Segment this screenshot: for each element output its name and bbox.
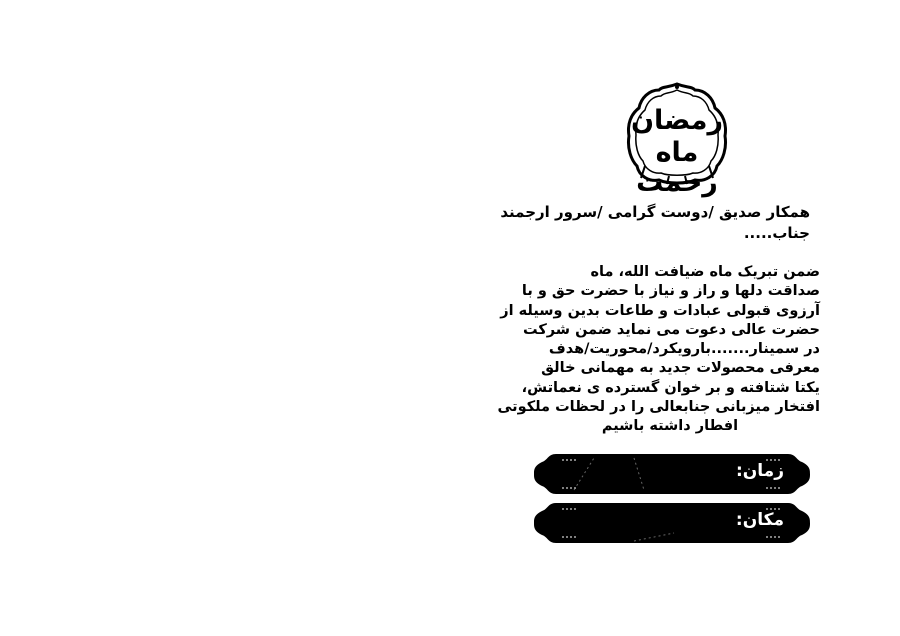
logo-text-ramadan: رمضان (630, 105, 724, 136)
salutation (500, 202, 810, 244)
invitation-body (497, 263, 820, 437)
body-line: افتخار میزبانی جنابعالی را در لحظات ملکوتی (497, 399, 820, 416)
ramadan-logo (625, 82, 729, 198)
body-line: آرزوی قبولی عبادات و طاعات بدین وسیله از (500, 302, 820, 319)
logo-text-month-of-mercy: ماه رحمت (636, 137, 718, 198)
place-label: مکان: (735, 510, 784, 530)
place-field (534, 503, 810, 543)
salutation-line: همکار صدیق /دوست گرامی /سرور ارجمند (500, 203, 810, 221)
body-line: معرفی محصولات جدید به مهمانی خالق (541, 360, 820, 377)
body-line: حضرت عالی دعوت می نماید ضمن شرکت (522, 321, 820, 338)
body-line: یکتا شتافته و بر خوان گسترده ی نعماتش، (521, 379, 820, 396)
body-line: صداقت دلها و راز و نیاز با حضرت حق و با (521, 283, 820, 300)
body-line: ضمن تبریک ماه ضیافت الله، ماه (590, 264, 820, 280)
time-label: زمان: (735, 461, 784, 481)
body-line: در سمینار.......بارویکرد/محوریت/هدف (548, 341, 820, 358)
invitation-card (497, 80, 820, 560)
body-line: افطار داشته باشیم (601, 418, 739, 435)
time-field (534, 454, 810, 494)
salutation-line: جناب..... (743, 224, 810, 242)
